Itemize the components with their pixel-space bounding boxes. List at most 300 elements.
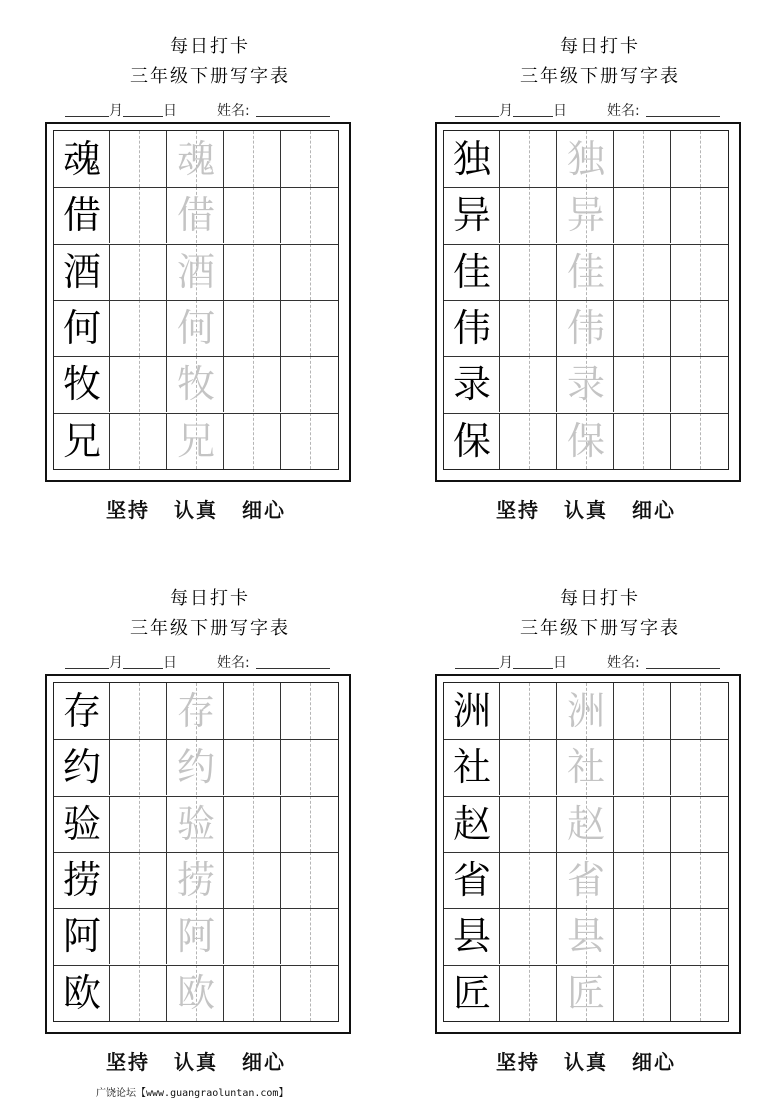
month-label: 月 xyxy=(109,103,123,119)
practice-cell[interactable] xyxy=(501,300,557,356)
model-character: 录 xyxy=(452,362,491,407)
practice-cell[interactable] xyxy=(111,300,167,356)
month-label: 月 xyxy=(499,655,513,671)
row-divider xyxy=(444,965,728,966)
trace-cell[interactable] xyxy=(558,187,614,243)
guide-line xyxy=(139,300,140,356)
model-character: 阿 xyxy=(62,914,101,959)
trace-cell[interactable] xyxy=(168,739,224,795)
practice-cell[interactable] xyxy=(672,187,728,243)
practice-cell[interactable] xyxy=(501,356,557,412)
grid-row xyxy=(444,244,728,300)
trace-cell[interactable] xyxy=(168,796,224,852)
practice-cell[interactable] xyxy=(111,131,167,187)
trace-character: 独 xyxy=(566,137,605,181)
card-title: 每日打卡 xyxy=(560,588,640,609)
practice-cell[interactable] xyxy=(282,244,338,300)
guide-line xyxy=(139,683,140,739)
model-cell xyxy=(444,300,500,356)
guide-line xyxy=(139,796,140,852)
writing-frame xyxy=(45,674,351,1034)
grid-row xyxy=(54,908,338,964)
trace-cell[interactable] xyxy=(558,852,614,908)
model-cell xyxy=(444,965,500,1021)
model-character: 捞 xyxy=(62,857,101,902)
month-blank[interactable] xyxy=(65,102,109,117)
model-character: 佳 xyxy=(452,249,491,294)
practice-cell[interactable] xyxy=(282,413,338,469)
motto-word: 坚持 xyxy=(106,498,150,522)
trace-character: 约 xyxy=(176,745,215,790)
trace-cell[interactable] xyxy=(558,796,614,852)
guide-line xyxy=(253,413,254,469)
motto-word: 认真 xyxy=(174,1050,218,1074)
practice-card xyxy=(435,552,765,1092)
model-cell xyxy=(444,796,500,852)
trace-cell[interactable] xyxy=(168,187,224,243)
motto-word: 细心 xyxy=(242,1050,286,1074)
guide-line xyxy=(700,131,701,187)
row-divider xyxy=(54,739,338,740)
row-divider xyxy=(444,300,728,301)
trace-character: 异 xyxy=(566,193,605,238)
practice-cell[interactable] xyxy=(615,413,671,469)
practice-cell[interactable] xyxy=(282,965,338,1021)
name-label: 姓名: xyxy=(607,103,640,119)
guide-line xyxy=(643,683,644,739)
guide-line xyxy=(139,739,140,795)
guide-line xyxy=(529,796,530,852)
month-blank[interactable] xyxy=(65,654,109,669)
row-divider xyxy=(54,356,338,357)
guide-line xyxy=(643,356,644,412)
model-character: 洲 xyxy=(452,689,491,733)
trace-cell[interactable] xyxy=(558,908,614,964)
grid-row xyxy=(54,187,338,243)
trace-character: 何 xyxy=(176,305,215,350)
model-character: 借 xyxy=(62,193,101,238)
practice-cell[interactable] xyxy=(501,852,557,908)
grid-row xyxy=(444,796,728,852)
practice-cell[interactable] xyxy=(225,244,281,300)
model-character: 存 xyxy=(62,689,101,733)
grid-row xyxy=(54,852,338,908)
day-blank[interactable] xyxy=(123,102,163,117)
model-cell xyxy=(54,852,110,908)
practice-cell[interactable] xyxy=(225,187,281,243)
card-subtitle: 三年级下册写字表 xyxy=(130,618,290,639)
practice-cell[interactable] xyxy=(672,683,728,739)
practice-cell[interactable] xyxy=(501,187,557,243)
model-character: 赵 xyxy=(452,801,491,846)
model-character: 独 xyxy=(452,137,491,181)
trace-character: 赵 xyxy=(566,801,605,846)
practice-cell[interactable] xyxy=(615,908,671,964)
guide-line xyxy=(139,131,140,187)
practice-card xyxy=(435,0,765,540)
grid-row xyxy=(444,852,728,908)
writing-grid xyxy=(443,130,729,470)
motto-word: 认真 xyxy=(564,1050,608,1074)
model-cell xyxy=(444,413,500,469)
model-character: 约 xyxy=(62,745,101,790)
trace-cell[interactable] xyxy=(168,131,224,187)
trace-cell[interactable] xyxy=(558,413,614,469)
guide-line xyxy=(700,852,701,908)
trace-character: 验 xyxy=(176,801,215,846)
guide-line xyxy=(529,852,530,908)
trace-cell[interactable] xyxy=(558,356,614,412)
model-character: 兄 xyxy=(62,418,101,463)
guide-line xyxy=(253,965,254,1021)
guide-line xyxy=(253,683,254,739)
day-blank[interactable] xyxy=(513,654,553,669)
trace-cell[interactable] xyxy=(168,356,224,412)
month-label: 月 xyxy=(109,655,123,671)
practice-cell[interactable] xyxy=(615,356,671,412)
trace-character: 社 xyxy=(566,745,605,790)
practice-cell[interactable] xyxy=(501,965,557,1021)
practice-cell[interactable] xyxy=(615,300,671,356)
guide-line xyxy=(310,300,311,356)
motto xyxy=(45,1046,347,1075)
model-cell xyxy=(54,683,110,739)
guide-line xyxy=(310,739,311,795)
trace-cell[interactable] xyxy=(168,300,224,356)
day-blank[interactable] xyxy=(513,102,553,117)
model-character: 保 xyxy=(452,418,491,463)
row-divider xyxy=(54,965,338,966)
guide-line xyxy=(253,187,254,243)
trace-cell[interactable] xyxy=(558,131,614,187)
motto xyxy=(45,494,347,523)
motto-word: 坚持 xyxy=(496,498,540,522)
row-divider xyxy=(444,356,728,357)
practice-cell[interactable] xyxy=(672,356,728,412)
practice-cell[interactable] xyxy=(672,852,728,908)
trace-cell[interactable] xyxy=(558,739,614,795)
model-cell xyxy=(444,244,500,300)
practice-cell[interactable] xyxy=(615,965,671,1021)
row-divider xyxy=(54,908,338,909)
guide-line xyxy=(700,908,701,964)
model-cell xyxy=(54,187,110,243)
model-character: 社 xyxy=(452,745,491,790)
practice-cell[interactable] xyxy=(615,796,671,852)
practice-cell[interactable] xyxy=(615,683,671,739)
row-divider xyxy=(54,796,338,797)
month-label: 月 xyxy=(499,103,513,119)
name-label: 姓名: xyxy=(217,103,250,119)
guide-line xyxy=(529,413,530,469)
trace-character: 省 xyxy=(566,857,605,902)
practice-cell[interactable] xyxy=(501,908,557,964)
guide-line xyxy=(139,187,140,243)
name-blank[interactable] xyxy=(256,654,330,669)
grid-row xyxy=(444,300,728,356)
guide-line xyxy=(253,300,254,356)
practice-cell[interactable] xyxy=(282,796,338,852)
practice-cell[interactable] xyxy=(501,413,557,469)
model-character: 验 xyxy=(62,801,101,846)
model-cell xyxy=(54,413,110,469)
practice-cell[interactable] xyxy=(111,187,167,243)
trace-cell[interactable] xyxy=(168,413,224,469)
practice-cell[interactable] xyxy=(225,413,281,469)
guide-line xyxy=(643,413,644,469)
practice-cell[interactable] xyxy=(111,852,167,908)
guide-line xyxy=(529,965,530,1021)
name-label: 姓名: xyxy=(607,655,640,671)
practice-cell[interactable] xyxy=(672,908,728,964)
guide-line xyxy=(253,908,254,964)
trace-character: 录 xyxy=(566,362,605,407)
model-character: 省 xyxy=(452,857,491,902)
practice-cell[interactable] xyxy=(111,683,167,739)
trace-cell[interactable] xyxy=(168,908,224,964)
practice-cell[interactable] xyxy=(672,796,728,852)
model-cell xyxy=(54,739,110,795)
model-character: 牧 xyxy=(62,362,101,407)
practice-cell[interactable] xyxy=(672,739,728,795)
date-name-line xyxy=(455,100,720,120)
practice-cell[interactable] xyxy=(111,965,167,1021)
practice-cell[interactable] xyxy=(282,908,338,964)
practice-cell[interactable] xyxy=(615,131,671,187)
guide-line xyxy=(643,852,644,908)
model-cell xyxy=(54,244,110,300)
guide-line xyxy=(253,796,254,852)
card-subtitle: 三年级下册写字表 xyxy=(520,618,680,639)
practice-cell[interactable] xyxy=(111,244,167,300)
model-character: 伟 xyxy=(452,305,491,350)
motto-word: 坚持 xyxy=(496,1050,540,1074)
month-blank[interactable] xyxy=(455,654,499,669)
row-divider xyxy=(444,852,728,853)
trace-character: 牧 xyxy=(176,362,215,407)
card-title: 每日打卡 xyxy=(560,36,640,57)
trace-character: 匠 xyxy=(566,970,605,1015)
grid-row xyxy=(444,908,728,964)
day-label: 日 xyxy=(553,103,567,119)
trace-cell[interactable] xyxy=(558,683,614,739)
name-blank[interactable] xyxy=(646,654,720,669)
guide-line xyxy=(139,908,140,964)
trace-character: 佳 xyxy=(566,249,605,294)
guide-line xyxy=(310,852,311,908)
guide-line xyxy=(700,187,701,243)
motto-word: 认真 xyxy=(564,498,608,522)
practice-cell[interactable] xyxy=(225,131,281,187)
practice-cell[interactable] xyxy=(111,739,167,795)
practice-card xyxy=(45,0,375,540)
trace-character: 洲 xyxy=(566,689,605,733)
grid-row xyxy=(54,356,338,412)
day-blank[interactable] xyxy=(123,654,163,669)
row-divider xyxy=(54,413,338,414)
guide-line xyxy=(529,356,530,412)
practice-cell[interactable] xyxy=(282,300,338,356)
guide-line xyxy=(643,739,644,795)
name-blank[interactable] xyxy=(646,102,720,117)
trace-character: 欧 xyxy=(176,970,215,1015)
trace-cell[interactable] xyxy=(168,852,224,908)
guide-line xyxy=(529,300,530,356)
trace-character: 借 xyxy=(176,193,215,238)
practice-cell[interactable] xyxy=(501,739,557,795)
guide-line xyxy=(643,300,644,356)
model-cell xyxy=(444,908,500,964)
trace-cell[interactable] xyxy=(558,300,614,356)
guide-line xyxy=(643,131,644,187)
practice-cell[interactable] xyxy=(111,908,167,964)
writing-grid xyxy=(53,130,339,470)
grid-row xyxy=(54,739,338,795)
guide-line xyxy=(310,796,311,852)
guide-line xyxy=(310,908,311,964)
grid-row xyxy=(54,244,338,300)
practice-cell[interactable] xyxy=(501,131,557,187)
practice-cell[interactable] xyxy=(225,908,281,964)
practice-cell[interactable] xyxy=(225,796,281,852)
guide-line xyxy=(700,244,701,300)
practice-cell[interactable] xyxy=(225,739,281,795)
practice-cell[interactable] xyxy=(225,965,281,1021)
guide-line xyxy=(529,244,530,300)
name-blank[interactable] xyxy=(256,102,330,117)
month-blank[interactable] xyxy=(455,102,499,117)
practice-cell[interactable] xyxy=(282,683,338,739)
model-cell xyxy=(54,796,110,852)
grid-row xyxy=(444,683,728,739)
guide-line xyxy=(310,187,311,243)
model-character: 匠 xyxy=(452,970,491,1015)
trace-cell[interactable] xyxy=(168,683,224,739)
practice-cell[interactable] xyxy=(615,852,671,908)
writing-grid xyxy=(53,682,339,1022)
trace-cell[interactable] xyxy=(558,965,614,1021)
practice-card xyxy=(45,552,375,1092)
guide-line xyxy=(310,244,311,300)
guide-line xyxy=(700,796,701,852)
card-subtitle: 三年级下册写字表 xyxy=(520,66,680,87)
guide-line xyxy=(643,187,644,243)
practice-cell[interactable] xyxy=(672,131,728,187)
grid-row xyxy=(54,131,338,187)
trace-character: 魂 xyxy=(176,137,215,181)
writing-frame xyxy=(435,674,741,1034)
practice-cell[interactable] xyxy=(111,413,167,469)
practice-cell[interactable] xyxy=(672,413,728,469)
guide-line xyxy=(529,131,530,187)
guide-line xyxy=(310,965,311,1021)
guide-line xyxy=(139,356,140,412)
practice-cell[interactable] xyxy=(672,244,728,300)
card-subtitle: 三年级下册写字表 xyxy=(130,66,290,87)
motto-word: 坚持 xyxy=(106,1050,150,1074)
practice-cell[interactable] xyxy=(615,244,671,300)
row-divider xyxy=(444,908,728,909)
row-divider xyxy=(54,187,338,188)
practice-cell[interactable] xyxy=(615,187,671,243)
row-divider xyxy=(444,796,728,797)
guide-line xyxy=(139,965,140,1021)
trace-cell[interactable] xyxy=(558,244,614,300)
practice-cell[interactable] xyxy=(282,852,338,908)
practice-cell[interactable] xyxy=(501,796,557,852)
grid-row xyxy=(444,965,728,1021)
model-cell xyxy=(444,187,500,243)
practice-cell[interactable] xyxy=(282,187,338,243)
day-label: 日 xyxy=(163,103,177,119)
practice-cell[interactable] xyxy=(111,356,167,412)
grid-row xyxy=(54,683,338,739)
trace-character: 保 xyxy=(566,418,605,463)
trace-cell[interactable] xyxy=(168,244,224,300)
guide-line xyxy=(529,908,530,964)
guide-line xyxy=(529,683,530,739)
grid-row xyxy=(444,187,728,243)
practice-cell[interactable] xyxy=(225,852,281,908)
motto-word: 细心 xyxy=(632,1050,676,1074)
practice-cell[interactable] xyxy=(615,739,671,795)
writing-grid xyxy=(443,682,729,1022)
grid-row xyxy=(54,300,338,356)
model-cell xyxy=(54,908,110,964)
practice-cell[interactable] xyxy=(282,739,338,795)
practice-cell[interactable] xyxy=(111,796,167,852)
practice-cell[interactable] xyxy=(501,244,557,300)
day-label: 日 xyxy=(163,655,177,671)
model-cell xyxy=(444,131,500,187)
writing-frame xyxy=(45,122,351,482)
motto-word: 细心 xyxy=(242,498,286,522)
guide-line xyxy=(310,413,311,469)
trace-cell[interactable] xyxy=(168,965,224,1021)
guide-line xyxy=(310,683,311,739)
practice-cell[interactable] xyxy=(225,300,281,356)
model-cell xyxy=(54,131,110,187)
practice-cell[interactable] xyxy=(282,131,338,187)
date-name-line xyxy=(65,652,330,672)
grid-row xyxy=(444,739,728,795)
guide-line xyxy=(139,852,140,908)
row-divider xyxy=(54,300,338,301)
motto xyxy=(435,1046,737,1075)
guide-line xyxy=(700,739,701,795)
practice-cell[interactable] xyxy=(282,356,338,412)
practice-cell[interactable] xyxy=(225,683,281,739)
practice-cell[interactable] xyxy=(225,356,281,412)
guide-line xyxy=(253,244,254,300)
guide-line xyxy=(529,187,530,243)
row-divider xyxy=(54,852,338,853)
trace-character: 捞 xyxy=(176,857,215,902)
practice-cell[interactable] xyxy=(501,683,557,739)
motto-word: 细心 xyxy=(632,498,676,522)
name-label: 姓名: xyxy=(217,655,250,671)
row-divider xyxy=(444,739,728,740)
model-character: 县 xyxy=(452,914,491,959)
practice-cell[interactable] xyxy=(672,300,728,356)
row-divider xyxy=(54,244,338,245)
practice-cell[interactable] xyxy=(672,965,728,1021)
trace-character: 存 xyxy=(176,689,215,733)
row-divider xyxy=(444,413,728,414)
model-character: 欧 xyxy=(62,970,101,1015)
day-label: 日 xyxy=(553,655,567,671)
model-cell xyxy=(444,356,500,412)
